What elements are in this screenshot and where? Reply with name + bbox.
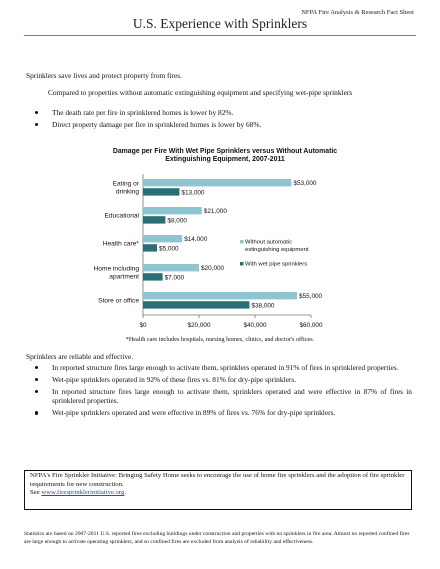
x-tick-label: $40,000 (243, 322, 267, 329)
bar-without-sprinklers (143, 179, 291, 186)
legend-swatch (240, 240, 244, 244)
bar-with-sprinklers (143, 273, 163, 280)
data-label: $8,000 (167, 217, 187, 225)
list-item: Direct property damage per fire in sprinklered homes is lower by 68%. (26, 120, 412, 129)
bar-without-sprinklers (143, 264, 199, 271)
legend-label: Without automatic (245, 239, 293, 246)
page-title: U.S. Experience with Sprinklers (132, 16, 308, 31)
bar-with-sprinklers (143, 188, 179, 195)
bullet-icon (35, 411, 38, 414)
category-label: Educational (104, 212, 139, 220)
category-label: Health care* (102, 240, 139, 248)
list-item: In reported structure fires large enough to activate them, sprinklers operated and were effective in 87% of fires in sprinklered properties. (26, 387, 412, 406)
bar-with-sprinklers (143, 244, 157, 251)
data-label: $53,000 (293, 180, 317, 188)
chart-title: Damage per Fire With Wet Pipe Sprinklers versus Without Automatic Extinguishing Equipment, 2007-2011 (112, 148, 338, 164)
bar-without-sprinklers (143, 292, 297, 299)
category-label: apartment (109, 273, 139, 281)
data-label: $38,000 (251, 302, 275, 310)
bar-with-sprinklers (143, 216, 165, 223)
list-item: Wet-pipe sprinklers operated in 92% of these fires vs. 81% for dry-pipe sprinklers. (26, 375, 412, 384)
initiative-text: NFPA's Fire Sprinkler Initiative: Bringing Safety Home seeks to encourage the use of home fire sprinklers and the adoption of fire sprinkler requirements for new construction. (30, 472, 405, 488)
legend-swatch (240, 262, 244, 266)
category-label: Store or office (98, 297, 139, 305)
category-label: drinking (115, 188, 139, 196)
see-label: See (30, 489, 42, 497)
data-label: $13,000 (181, 189, 205, 197)
category-label: Eating or (112, 180, 139, 188)
x-tick-label: $60,000 (299, 322, 323, 329)
bullet-icon (35, 378, 38, 381)
statistics-note: Statistics are based on 2007-2011 U.S. reported fires excluding buildings under construction and properties with no sprinklers in fire area. Almost no reported confined fires are large enough to activate operating sprinklers, and so confined fires are excluded from analysis of reliability and effectiveness. (24, 531, 410, 545)
list-item: Wet-pipe sprinklers operated and were effective in 89% of fires vs. 76% for dry-pipe sprinklers. (26, 408, 412, 417)
category-label: Home including (93, 265, 139, 273)
reliability-heading: Sprinklers are reliable and effective. (26, 352, 134, 361)
initiative-link[interactable]: www.firesprinklerinitiative.org (41, 489, 125, 497)
x-tick-label: $0 (139, 322, 147, 329)
bullet-icon (35, 390, 38, 393)
header-label: NFPA Fire Analysis & Research Fact Sheet (301, 9, 414, 16)
list-item: The death rate per fire in sprinklered homes is lower by 82%. (26, 108, 412, 117)
data-label: $55,000 (299, 293, 323, 301)
bar-with-sprinklers (143, 301, 249, 308)
data-label: $21,000 (203, 208, 227, 216)
list-item: In reported structure fires large enough to activate them, sprinklers operated in 91% of fires in sprinklered properties. (26, 363, 412, 372)
x-tick-label: $20,000 (187, 322, 211, 329)
chart-footnote: *Health care includes hospitals, nursing homes, clinics, and doctor's offices. (125, 336, 315, 343)
legend-label: With wet pipe sprinklers (245, 261, 308, 268)
intro-paragraph-1: Sprinklers save lives and protect property from fires. (26, 71, 182, 80)
bar-without-sprinklers (143, 235, 182, 242)
data-label: $7,000 (164, 274, 185, 282)
data-label: $20,000 (201, 265, 225, 273)
fire-sprinkler-initiative-box: NFPA's Fire Sprinkler Initiative: Bringing Safety Home seeks to encourage the use of home fire sprinklers and the adoption of fire sprinkler requirements for new construction. See www.firesprinklerinitiative.org. (24, 470, 412, 510)
data-label: $14,000 (184, 236, 208, 244)
legend-label: extinguishing equipment (245, 246, 309, 253)
bullet-icon (35, 366, 38, 369)
intro-paragraph-2: Compared to properties without automatic extinguishing equipment and specifying wet-pipe sprinklers (48, 88, 353, 97)
data-label: $5,000 (159, 245, 179, 253)
bar-without-sprinklers (143, 207, 202, 214)
reliability-bullet-list (26, 363, 412, 420)
